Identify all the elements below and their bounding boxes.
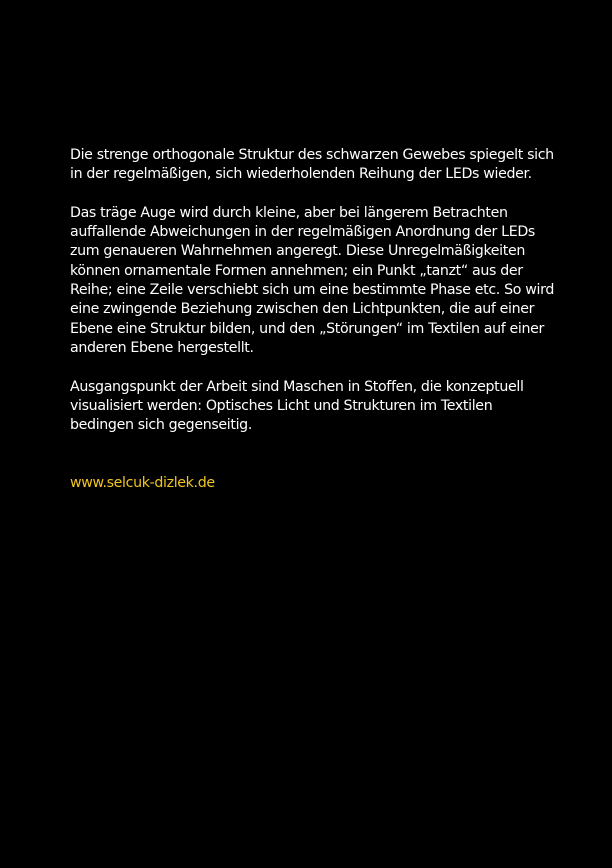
website-link-paragraph <box>70 455 575 494</box>
paragraph-eye-perception: Das träge Auge wird durch kleine, aber bei längerem Betrachten auffallende Abweichungen in der regelmäßigen Anordnung der LEDs zum genaueren Wahrnehmen angeregt. Diese Unregelmäßigkeiten können ornamentale Formen annehmen; ein Punkt „tanzt“ aus der Reihe; eine Zeile verschiebt sich um eine bestimmte Phase etc. So wird eine zwingende Beziehung zwischen den Lichtpunkten, die auf einer Ebene eine Struktur bilden, und den „Störungen“ im Textilen auf einer anderen Ebene hergestellt. <box>70 204 555 356</box>
body-text <box>70 146 575 513</box>
paragraph-starting-point: Ausgangspunkt der Arbeit sind Maschen in Stoffen, die konzeptuell visualisiert werden: Optisches Licht und Strukturen im Textilen bedingen sich gegenseitig. <box>70 378 524 434</box>
paragraph-structure: Die strenge orthogonale Struktur des schwarzen Gewebes spiegelt sich in der regelmäßigen, sich wiederholenden Reihung der LEDs wieder. <box>70 147 554 183</box>
website-link[interactable]: www.selcuk-dizlek.de <box>70 475 215 492</box>
